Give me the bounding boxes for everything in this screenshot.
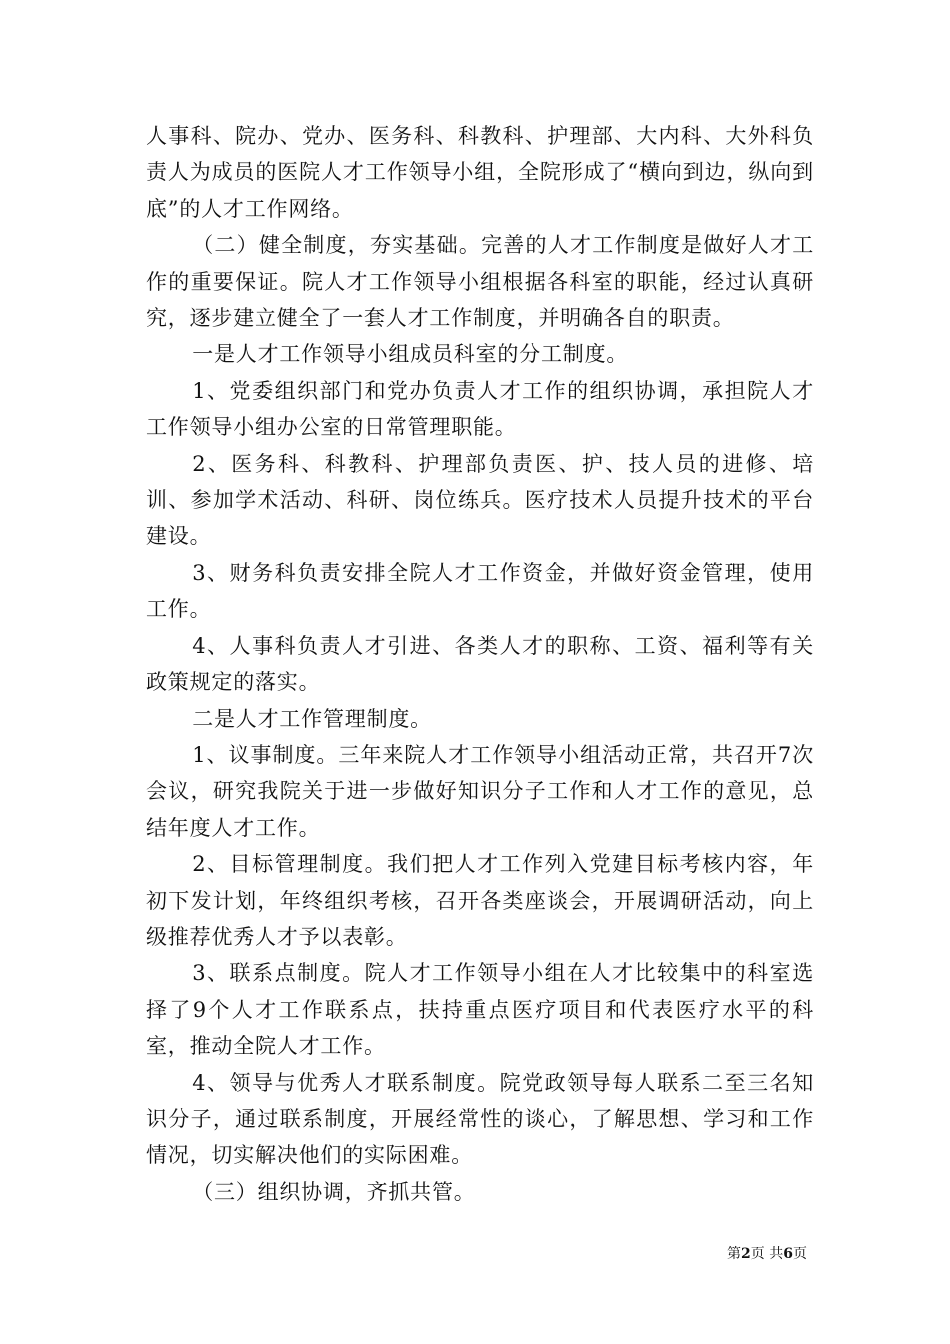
current-page-number: 2 xyxy=(741,1246,751,1262)
list-item: 2、目标管理制度。我们把人才工作列入党建目标考核内容，年初下发计划，年终组织考核，召开各类座谈会，开展调研活动，向上级推荐优秀人才予以表彰。 xyxy=(146,852,814,949)
footer-suffix: 页 xyxy=(793,1246,807,1262)
list-item: 4、领导与优秀人才联系制度。院党政领导每人联系二至三名知识分子，通过联系制度，开展经常性的谈心，了解思想、学习和工作情况，切实解决他们的实际困难。 xyxy=(146,1070,814,1168)
footer-prefix: 第 xyxy=(727,1246,742,1262)
subsection-heading: 一是人才工作领导小组成员科室的分工制度。 xyxy=(192,342,629,367)
footer-middle: 页 共 xyxy=(750,1246,784,1262)
section-heading: （二）健全制度，夯实基础。完善的人才工作制度是做好人才工作的重要保证。院人才工作领导小组根据各科室的职能，经过认真研究，逐步建立健全了一套人才工作制度，并明确各自的职责。 xyxy=(146,233,814,331)
total-pages-number: 6 xyxy=(783,1246,793,1262)
section-heading: （三）组织协调，齐抓共管。 xyxy=(192,1179,476,1204)
list-item: 4、人事科负责人才引进、各类人才的职称、工资、福利等有关政策规定的落实。 xyxy=(146,633,814,695)
list-item: 3、联系点制度。院人才工作领导小组在人才比较集中的科室选择了9个人才工作联系点，扶持重点医疗项目和代表医疗水平的科室，推动全院人才工作。 xyxy=(146,961,814,1059)
list-item: 3、财务科负责安排全院人才工作资金，并做好资金管理，使用工作。 xyxy=(146,560,814,622)
paragraph: 人事科、院办、党办、医务科、科教科、护理部、大内科、大外科负责人为成员的医院人才工作领导小组，全院形成了“横向到边，纵向到底”的人才工作网络。 xyxy=(146,124,814,221)
page-number-footer xyxy=(727,1245,807,1263)
list-item: 1、议事制度。三年来院人才工作领导小组活动正常，共召开7次会议，研究我院关于进一步做好知识分子工作和人才工作的意见，总结年度人才工作。 xyxy=(146,742,814,840)
subsection-heading: 二是人才工作管理制度。 xyxy=(192,706,432,731)
list-item: 1、党委组织部门和党办负责人才工作的组织协调，承担院人才工作领导小组办公室的日常管理职能。 xyxy=(146,378,814,440)
document-body xyxy=(146,118,814,1210)
list-item: 2、医务科、科教科、护理部负责医、护、技人员的进修、培训、参加学术活动、科研、岗位练兵。医疗技术人员提升技术的平台建设。 xyxy=(146,451,814,549)
